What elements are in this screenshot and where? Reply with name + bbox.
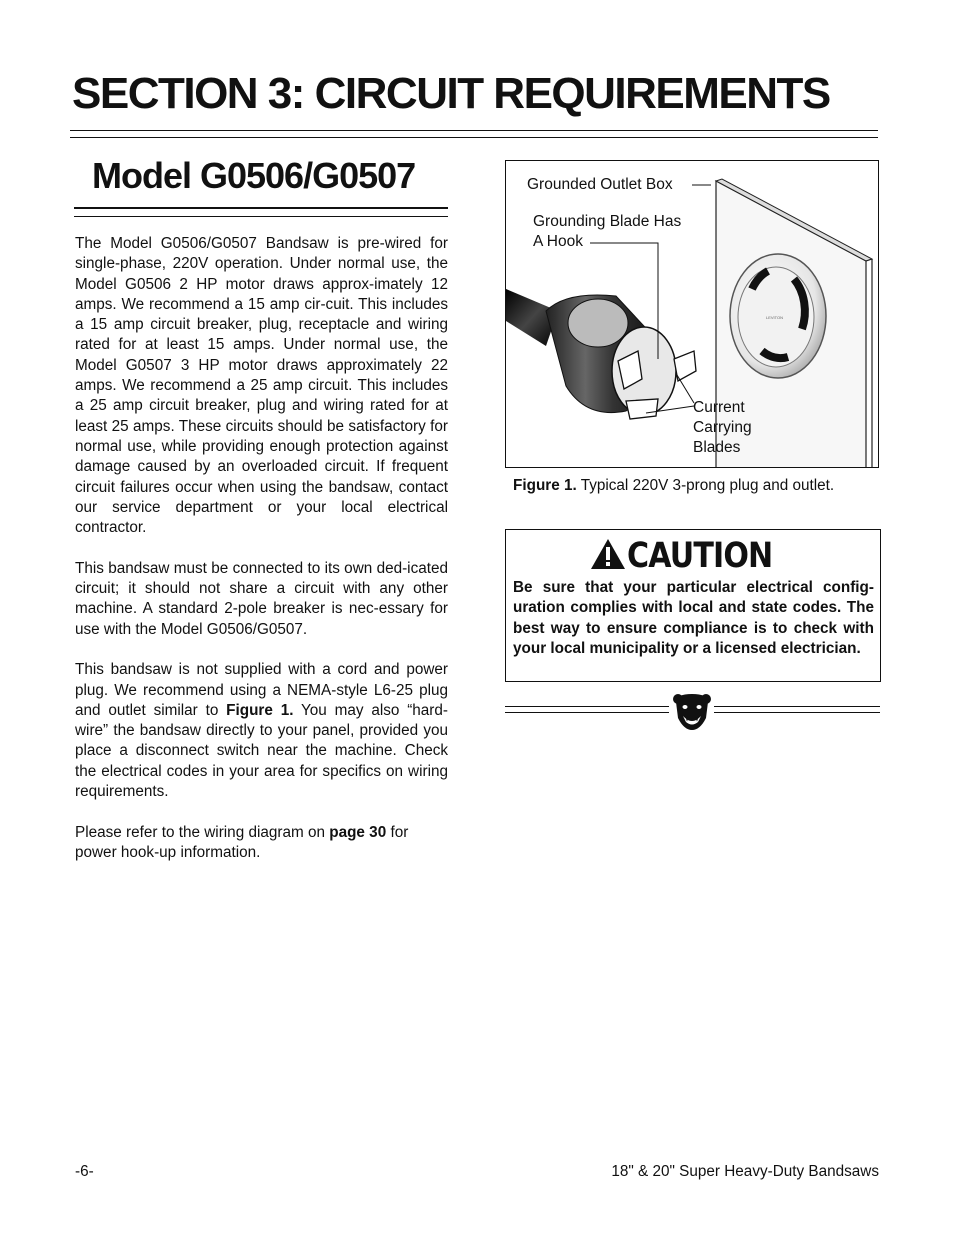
label-current-carrying-line1: Current xyxy=(693,399,745,416)
page-number: -6- xyxy=(75,1163,94,1180)
body-text-column xyxy=(75,234,448,884)
caution-text: Be sure that your particular electrical config-uration complies with local and state codes. The best way to ensure compliance is to check with your local municipality or a licensed electrician. xyxy=(513,579,874,657)
paragraph-plug-recommendation: This bandsaw is not supplied with a cord and power plug. We recommend using a NEMA-style L6-25 plug and outlet similar to Figure 1. You may also “hard-wire” the bandsaw directly to your panel, provided you place a disconnect switch near the machine. Check the electrical codes in your area for specifics on wiring requirements. xyxy=(75,661,448,801)
label-grounding-blade-line1: Grounding Blade Has xyxy=(533,213,682,230)
section-title: SECTION 3: CIRCUIT REQUIREMENTS xyxy=(72,69,830,118)
figure-1-caption: Figure 1. Typical 220V 3-prong plug and outlet. xyxy=(513,477,835,494)
label-current-carrying-line2: Carrying xyxy=(693,419,752,436)
paragraph-circuit-ratings: The Model G0506/G0507 Bandsaw is pre-wired for single-phase, 220V operation. Under normal use, the Model G0506 2 HP motor draws approx-imately 12 amps. We recommend a 15 amp cir-cuit. This includes a 15 amp circuit breaker, plug, receptacle and wiring rated for at least 15 amps. Under normal use, the Model G0507 3 HP motor draws approximately 22 amps. We recommend a 25 amp circuit. This includes a 25 amp circuit breaker, plug and wiring rated for at least 25 amps. These circuits should be satisfactory for normal use, while providing enough protection against damage caused by an overloaded circuit. If frequent circuit failures occur when using the bandsaw, contact our service department or your local electrical contractor. xyxy=(75,235,448,537)
caution-heading xyxy=(513,536,874,578)
manual-title: 18" & 20" Super Heavy-Duty Bandsaws xyxy=(611,1163,879,1180)
caution-box xyxy=(505,529,881,682)
paragraph-wiring-reference: Please refer to the wiring diagram on page 30 for power hook-up information. xyxy=(75,823,409,861)
model-title-rule xyxy=(74,207,448,217)
section-end-rule-left xyxy=(505,706,669,713)
paragraph-dedicated-circuit: This bandsaw must be connected to its own ded-icated circuit; it should not share a circuit with any other machine. A standard 2-pole breaker is nec-essary for use with the Model G0506/G0507. xyxy=(75,559,448,638)
label-grounding-blade-line2: A Hook xyxy=(533,233,583,250)
caution-label: CAUTION xyxy=(627,536,773,576)
bear-head-logo xyxy=(672,692,712,737)
section-end-rule-right xyxy=(714,706,880,713)
figure-1-illustration xyxy=(505,160,879,468)
warning-triangle-icon xyxy=(590,538,626,575)
model-title: Model G0506/G0507 xyxy=(92,155,416,196)
section-title-rule xyxy=(70,130,878,138)
svg-text:LEVITON: LEVITON xyxy=(766,315,784,320)
label-grounded-outlet-box: Grounded Outlet Box xyxy=(527,176,673,193)
label-current-carrying-line3: Blades xyxy=(693,439,741,456)
